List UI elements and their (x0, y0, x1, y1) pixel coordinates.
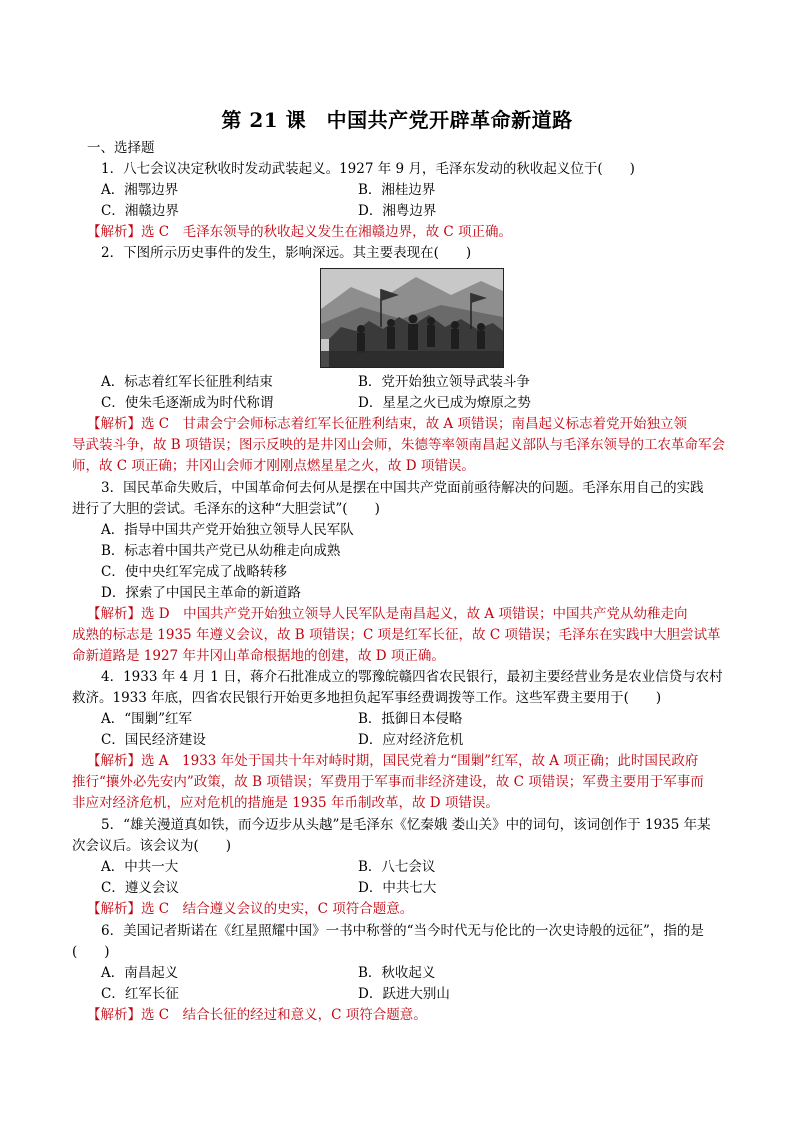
question-4-stem-line-1: 4．1933 年 4 月 1 日，蒋介石批准成立的鄂豫皖赣四省农民银行，最初主要经营业务是农业信贷与农村 (101, 669, 723, 685)
q4-option-c: C．国民经济建设 (101, 732, 206, 748)
q1-option-c: C．湘赣边界 (101, 203, 179, 219)
q5-option-d: D．中共七大 (358, 880, 437, 896)
q1-option-d: D．湘粤边界 (358, 203, 437, 219)
question-3-stem-line-2: 进行了大胆的尝试。毛泽东的这种“大胆尝试”( ) (72, 501, 380, 517)
q4-option-a: A．“围剿”红军 (101, 711, 193, 727)
q2-analysis-line-1: 【解析】选 C 甘肃会宁会师标志着红军长征胜利结束，故 A 项错误；南昌起义标志着党开始独立领 (87, 416, 687, 432)
question-6-stem-line-1: 6．美国记者斯诺在《红星照耀中国》一书中称誉的“当今时代无与伦比的一次史诗般的远征”，指的是 (101, 923, 704, 939)
q3-analysis-line-1: 【解析】选 D 中国共产党开始独立领导人民军队是南昌起义，故 A 项错误；中国共产党从幼稚走向 (87, 606, 688, 622)
question-5-stem-line-2: 次会议后。该会议为( ) (72, 838, 232, 854)
q3-option-c: C．使中央红军完成了战略转移 (101, 564, 287, 580)
q1-analysis: 【解析】选 C 毛泽东领导的秋收起义发生在湘赣边界，故 C 项正确。 (87, 224, 513, 240)
q3-option-a: A．指导中国共产党开始独立领导人民军队 (101, 522, 354, 538)
q2-option-a: A．标志着红军长征胜利结束 (101, 374, 273, 390)
q4-analysis-line-1: 【解析】选 A 1933 年处于国共十年对峙时期，国民党着力“围剿”红军，故 A 项正确；此时国民政府 (87, 753, 699, 769)
question-4-stem-line-2: 救济。1933 年底，四省农民银行开始更多地担负起军事经费调拨等工作。这些军费主要用于( ) (72, 690, 662, 706)
q3-analysis-line-2: 成熟的标志是 1935 年遵义会议，故 B 项错误；C 项是红军长征，故 C 项错误；毛泽东在实践中大胆尝试革 (72, 627, 721, 643)
question-5-stem-line-1: 5．“雄关漫道真如铁，而今迈步从头越”是毛泽东《忆秦娥 娄山关》中的词句，该词创作于 1935 年某 (101, 817, 711, 833)
q4-option-d: D．应对经济危机 (358, 732, 464, 748)
section-heading: 一、选择题 (87, 140, 155, 156)
q4-analysis-line-3: 非应对经济危机，应对危机的措施是 1935 年币制改革，故 D 项错误。 (72, 795, 499, 811)
q5-option-c: C．遵义会议 (101, 880, 179, 896)
q2-option-d: D．星星之火已成为燎原之势 (358, 395, 531, 411)
q2-analysis-line-2: 导武装斗争，故 B 项错误；图示反映的是井冈山会师，朱德等率领南昌起义部队与毛泽东领导的工农革命军会 (72, 437, 726, 453)
historical-photo (320, 268, 504, 368)
q5-option-a: A．中共一大 (101, 859, 179, 875)
q4-option-b: B．抵御日本侵略 (358, 711, 463, 727)
q1-option-a: A．湘鄂边界 (101, 182, 179, 198)
lesson-title: 第 21 课 中国共产党开辟革命新道路 (221, 108, 573, 132)
q6-option-b: B．秋收起义 (358, 965, 436, 981)
q3-option-b: B．标志着中国共产党已从幼稚走向成熟 (101, 543, 341, 559)
q5-option-b: B．八七会议 (358, 859, 436, 875)
q1-option-b: B．湘桂边界 (358, 182, 436, 198)
q3-option-d: D．探索了中国民主革命的新道路 (101, 585, 301, 601)
question-2-stem: 2．下图所示历史事件的发生，影响深远。其主要表现在( ) (101, 245, 472, 261)
q3-analysis-line-3: 命新道路是 1927 年井冈山革命根据地的创建，故 D 项正确。 (72, 648, 445, 664)
q6-option-a: A．南昌起义 (101, 965, 179, 981)
q5-analysis: 【解析】选 C 结合遵义会议的史实，C 项符合题意。 (87, 901, 414, 917)
q4-analysis-line-2: 推行“攘外必先安内”政策，故 B 项错误；军费用于军事而非经济建设，故 C 项错误；军费主要用于军事而 (72, 774, 704, 790)
q6-option-d: D．跃进大别山 (358, 986, 450, 1002)
q2-option-b: B．党开始独立领导武装斗争 (358, 374, 530, 390)
q2-option-c: C．使朱毛逐渐成为时代称谓 (101, 395, 274, 411)
q6-option-c: C．红军长征 (101, 986, 179, 1002)
q2-analysis-line-3: 师，故 C 项正确；井冈山会师才刚刚点燃星星之火，故 D 项错误。 (72, 458, 475, 474)
photo-illustration (321, 269, 503, 367)
q6-analysis: 【解析】选 C 结合长征的经过和意义，C 项符合题意。 (87, 1007, 427, 1023)
question-1-stem: 1．八七会议决定秋收时发动武装起义。1927 年 9 月，毛泽东发动的秋收起义位于( ) (101, 161, 635, 177)
question-3-stem-line-1: 3．国民革命失败后，中国革命何去何从是摆在中国共产党面前亟待解决的问题。毛泽东用自己的实践 (101, 480, 704, 496)
question-6-stem-line-2: ( ) (72, 944, 110, 960)
